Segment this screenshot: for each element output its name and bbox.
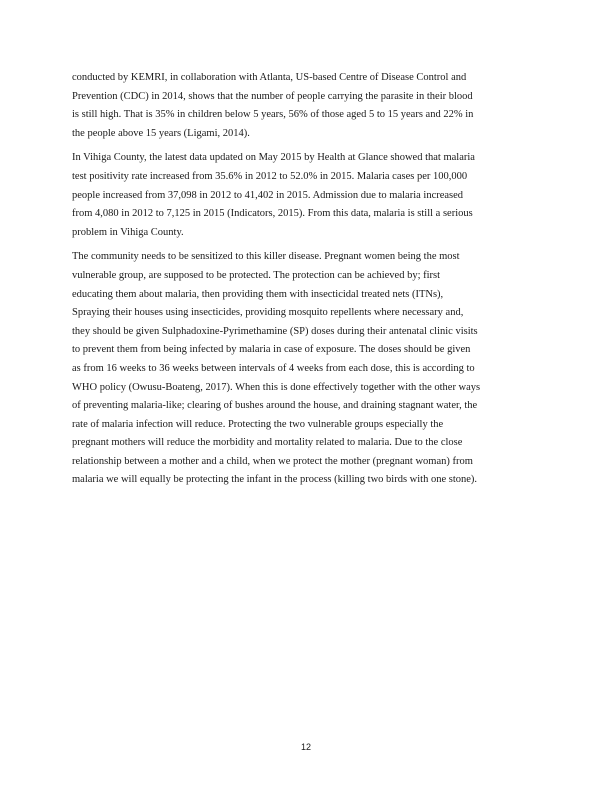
body-text [72, 69, 544, 490]
page-number: 12 [300, 742, 311, 752]
text-line: rate of malaria infection will reduce. Protecting the two vulnerable groups especially the [72, 418, 444, 430]
text-line: relationship between a mother and a child, when we protect the mother (pregnant woman) from [72, 455, 473, 467]
text-line: WHO policy (Owusu-Boateng, 2017). When this is done effectively together with the other ways [72, 381, 481, 393]
text-line: they should be given Sulphadoxine-Pyrimethamine (SP) doses during their antenatal clinic visits [72, 325, 478, 337]
text-line: educating them about malaria, then providing them with insecticidal treated nets (ITNs), [72, 288, 444, 300]
text-line: of preventing malaria-like; clearing of bushes around the house, and draining stagnant water, the [72, 400, 478, 412]
text-line: problem in Vihiga County. [72, 226, 184, 238]
text-line: people increased from 37,098 in 2012 to 41,402 in 2015. Admission due to malaria increased [72, 189, 464, 201]
text-line: In Vihiga County, the latest data updated on May 2015 by Health at Glance showed that malaria [72, 152, 475, 164]
text-line: to prevent them from being infected by malaria in case of exposure. The doses should be given [72, 344, 471, 356]
text-line: pregnant mothers will reduce the morbidity and mortality related to malaria. Due to the close [72, 437, 463, 449]
text-line: test positivity rate increased from 35.6% in 2012 to 52.0% in 2015. Malaria cases per 100,000 [72, 170, 468, 182]
text-line: vulnerable group, are supposed to be protected. The protection can be achieved by; first [72, 269, 441, 281]
text-line: Spraying their houses using insecticides, providing mosquito repellents where necessary and, [72, 307, 464, 319]
text-line: malaria we will equally be protecting the infant in the process (killing two birds with one stone). [72, 474, 478, 486]
paragraph-kemri-study [72, 69, 544, 143]
text-line: is still high. That is 35% in children below 5 years, 56% of those aged 5 to 15 years and 22% in [72, 109, 474, 121]
text-line: conducted by KEMRI, in collaboration with Atlanta, US-based Centre of Disease Control and [72, 72, 467, 83]
text-line: The community needs to be sensitized to this killer disease. Pregnant women being the most [72, 251, 460, 263]
text-line: from 4,080 in 2012 to 7,125 in 2015 (Indicators, 2015). From this data, malaria is still a serious [72, 208, 473, 220]
text-line: as from 16 weeks to 36 weeks between intervals of 4 weeks from each dose, this is according to [72, 362, 475, 374]
text-line: the people above 15 years (Ligami, 2014). [72, 127, 250, 139]
paragraph-community-protection [72, 248, 544, 490]
text-line: Prevention (CDC) in 2014, shows that the number of people carrying the parasite in their blood [72, 90, 473, 102]
paragraph-vihiga-data [72, 149, 544, 242]
